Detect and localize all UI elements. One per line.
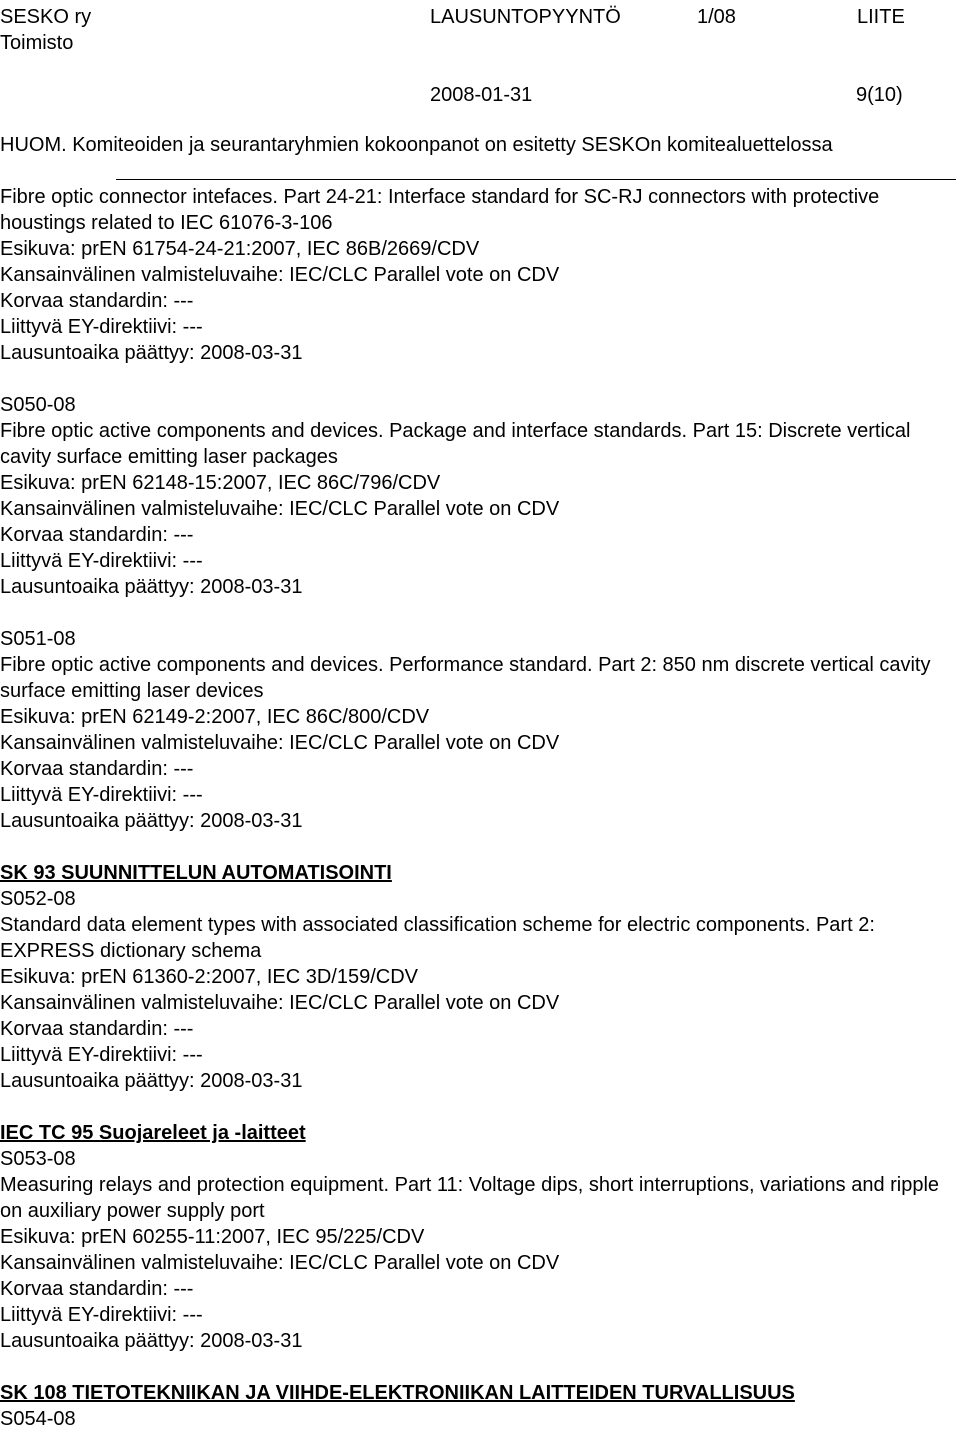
entry-code: S050-08 (0, 394, 76, 416)
committee-heading: SK 93 SUUNNITTELUN AUTOMATISOINTI (0, 862, 392, 884)
replaces-field-value: --- (173, 290, 194, 312)
replaces-field-label: Korvaa standardin: (0, 758, 174, 780)
spacer (0, 1094, 960, 1120)
directive-field-value: --- (182, 784, 203, 806)
header-page: 9(10) (856, 84, 903, 106)
directive-field (0, 782, 960, 808)
replaces-field (0, 1276, 960, 1302)
header-attachment: LIITE (857, 6, 905, 28)
replaces-field (0, 756, 960, 782)
header-doc-number: 1/08 (697, 6, 736, 28)
replaces-field (0, 288, 960, 314)
stage-field (0, 262, 960, 288)
deadline-field (0, 1328, 960, 1354)
esikuva-field-label: Esikuva: (0, 1226, 82, 1248)
committee-heading: IEC TC 95 Suojareleet ja -laitteet (0, 1122, 306, 1144)
replaces-field (0, 1016, 960, 1042)
deadline-field-label: Lausuntoaika päättyy: (0, 576, 201, 598)
deadline-field (0, 808, 960, 834)
replaces-field-value: --- (173, 1278, 194, 1300)
esikuva-field-label: Esikuva: (0, 706, 82, 728)
directive-field-value: --- (182, 1304, 203, 1326)
standard-entry (0, 626, 960, 834)
directive-field-value: --- (182, 1044, 203, 1066)
directive-field-label: Liittyvä EY-direktiivi: (0, 316, 183, 338)
replaces-field-label: Korvaa standardin: (0, 524, 174, 546)
esikuva-field-value: prEN 62149-2:2007, IEC 86C/800/CDV (81, 706, 430, 728)
standard-entry (0, 184, 960, 366)
standard-entry (0, 860, 960, 1094)
directive-field-label: Liittyvä EY-direktiivi: (0, 550, 183, 572)
spacer (0, 834, 960, 860)
deadline-field-label: Lausuntoaika päättyy: (0, 342, 201, 364)
entry-code: S052-08 (0, 888, 76, 910)
stage-field-value: IEC/CLC Parallel vote on CDV (289, 992, 560, 1014)
deadline-field-value: 2008-03-31 (200, 342, 303, 364)
deadline-field-label: Lausuntoaika päättyy: (0, 1070, 201, 1092)
esikuva-field-value: prEN 61360-2:2007, IEC 3D/159/CDV (81, 966, 419, 988)
standard-entry (0, 1380, 960, 1432)
stage-field (0, 730, 960, 756)
deadline-field (0, 340, 960, 366)
entry-title: Standard data element types with associated classification scheme for electric components. Part 2: EXPRESS dictionary schema (0, 914, 875, 962)
stage-field-value: IEC/CLC Parallel vote on CDV (289, 498, 560, 520)
deadline-field-value: 2008-03-31 (200, 576, 303, 598)
directive-field-label: Liittyvä EY-direktiivi: (0, 784, 183, 806)
stage-field-value: IEC/CLC Parallel vote on CDV (289, 732, 560, 754)
stage-field-value: IEC/CLC Parallel vote on CDV (289, 264, 560, 286)
spacer (0, 366, 960, 392)
esikuva-field (0, 1224, 960, 1250)
esikuva-field (0, 236, 960, 262)
directive-field-label: Liittyvä EY-direktiivi: (0, 1044, 183, 1066)
notice: HUOM. Komiteoiden ja seurantaryhmien kokoonpanot on esitetty SESKOn komitealuettelossa (0, 134, 833, 156)
replaces-field-value: --- (173, 524, 194, 546)
esikuva-field (0, 470, 960, 496)
stage-field (0, 496, 960, 522)
replaces-field-label: Korvaa standardin: (0, 1018, 174, 1040)
document-body (0, 184, 960, 1432)
stage-field-value: IEC/CLC Parallel vote on CDV (289, 1252, 560, 1274)
deadline-field-value: 2008-03-31 (200, 1070, 303, 1092)
directive-field (0, 1042, 960, 1068)
stage-field-label: Kansainvälinen valmisteluvaihe: (0, 498, 290, 520)
entry-title: Fibre optic connector intefaces. Part 24-21: Interface standard for SC-RJ connectors with protective houstings related to IEC 61076-3-106 (0, 186, 880, 234)
esikuva-field-label: Esikuva: (0, 238, 82, 260)
replaces-field-value: --- (173, 758, 194, 780)
header-dept: Toimisto (0, 32, 74, 54)
header-date: 2008-01-31 (430, 84, 533, 106)
deadline-field-value: 2008-03-31 (200, 1330, 303, 1352)
replaces-field-label: Korvaa standardin: (0, 290, 174, 312)
spacer (0, 600, 960, 626)
stage-field (0, 990, 960, 1016)
header-doc-type: LAUSUNTOPYYNTÖ (430, 6, 621, 28)
esikuva-field-label: Esikuva: (0, 966, 82, 988)
directive-field (0, 548, 960, 574)
esikuva-field-label: Esikuva: (0, 472, 82, 494)
standard-entry (0, 392, 960, 600)
entry-code: S054-08 (0, 1408, 76, 1430)
header-org: SESKO ry (0, 6, 92, 28)
stage-field-label: Kansainvälinen valmisteluvaihe: (0, 732, 290, 754)
committee-heading: SK 108 TIETOTEKNIIKAN JA VIIHDE-ELEKTRONIIKAN LAITTEIDEN TURVALLISUUS (0, 1382, 795, 1404)
esikuva-field-value: prEN 61754-24-21:2007, IEC 86B/2669/CDV (81, 238, 480, 260)
entry-code: S051-08 (0, 628, 76, 650)
directive-field (0, 1302, 960, 1328)
entry-title: Measuring relays and protection equipment. Part 11: Voltage dips, short interruptions, variations and ripple on auxiliary power supply port (0, 1174, 940, 1222)
entry-title: Fibre optic active components and devices. Package and interface standards. Part 15: Discrete vertical cavity surface emitting laser packages (0, 420, 911, 468)
replaces-field-label: Korvaa standardin: (0, 1278, 174, 1300)
directive-field (0, 314, 960, 340)
stage-field-label: Kansainvälinen valmisteluvaihe: (0, 264, 290, 286)
esikuva-field-value: prEN 62148-15:2007, IEC 86C/796/CDV (81, 472, 441, 494)
deadline-field-label: Lausuntoaika päättyy: (0, 1330, 201, 1352)
stage-field-label: Kansainvälinen valmisteluvaihe: (0, 992, 290, 1014)
replaces-field-value: --- (173, 1018, 194, 1040)
standard-entry (0, 1120, 960, 1354)
directive-field-value: --- (182, 316, 203, 338)
entry-code: S053-08 (0, 1148, 76, 1170)
entry-title: Fibre optic active components and devices. Performance standard. Part 2: 850 nm discrete vertical cavity surface emitting laser devices (0, 654, 931, 702)
deadline-field (0, 574, 960, 600)
deadline-field-label: Lausuntoaika päättyy: (0, 810, 201, 832)
stage-field-label: Kansainvälinen valmisteluvaihe: (0, 1252, 290, 1274)
divider (116, 179, 956, 180)
directive-field-value: --- (182, 550, 203, 572)
replaces-field (0, 522, 960, 548)
directive-field-label: Liittyvä EY-direktiivi: (0, 1304, 183, 1326)
spacer (0, 1354, 960, 1380)
esikuva-field-value: prEN 60255-11:2007, IEC 95/225/CDV (81, 1226, 425, 1248)
deadline-field (0, 1068, 960, 1094)
esikuva-field (0, 704, 960, 730)
esikuva-field (0, 964, 960, 990)
deadline-field-value: 2008-03-31 (200, 810, 303, 832)
stage-field (0, 1250, 960, 1276)
